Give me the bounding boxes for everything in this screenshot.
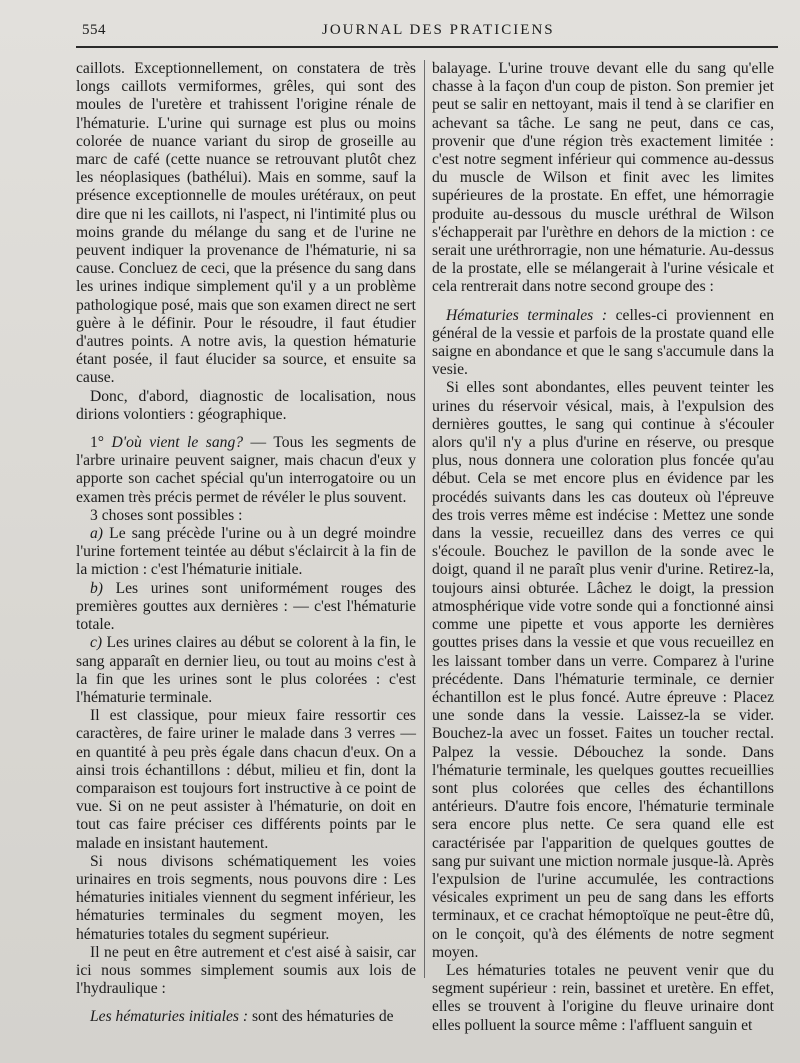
paragraph bbox=[76, 1008, 416, 1026]
right-column bbox=[432, 60, 774, 1034]
paragraph bbox=[432, 307, 774, 380]
list-marker: b) bbox=[90, 579, 103, 597]
subheading: Les hématuries initiales : bbox=[90, 1008, 249, 1026]
paragraph: balayage. L'urine trouve devant elle du sang qu'elle chasse à la façon d'un coup de piston. Son premier jet peut se salir en nettoyant, mais il tend à se clarifier en achevant sa tâche. Le sang ne peut, dans ce cas, provenir que d'une région très exactement limitée : c'est notre segment inférieur qui commence au-dessus du muscle de Wilson et finit avec les limites supérieures de la prostate. En effet, une hémorragie produite au-dessous du muscle uréthral de Wilson s'échapperait par l'urèthre en dehors de la miction : ce serait une uréthrorragie, non une hématurie. Au-dessus de la prostate, elle se mélangerait à l'urine vésicale et cela rentrerait dans notre second groupe des : bbox=[432, 60, 774, 296]
paragraph: Si nous divisons schématiquement les voies urinaires en trois segments, nous pouvons dire : Les hématuries initiales viennent du segment inférieur, les hématuries terminales du segment moyen, les hématuries totales du segment supérieur. bbox=[76, 852, 416, 943]
section-heading: D'où vient le sang? bbox=[111, 434, 244, 452]
section-number: 1° bbox=[90, 434, 105, 452]
list-item bbox=[76, 634, 416, 707]
paragraph: caillots. Exceptionnellement, on constatera de très longs caillots vermiformes, grêles, qui sont des moules de l'uretère et trahissent l'origine rénale de l'hématurie. L'urine qui surnage est plus ou moins colorée de nuance variant du sirop de groseille au marc de café (cette nuance se retrouvant plutôt chez les néoplasiques (bathélui). Mais en somme, sauf la présence exceptionnelle de moules urétéraux, on peut dire que ni les caillots, ni l'aspect, ni l'intimité plus ou moins grande du mélange du sang et de l'urine ne peuvent indiquer la provenance de l'hématurie, ni sa cause. Concluez de ceci, que la présence du sang dans les urines indique simplement qu'il y a un problème pathologique posé, mais que son examen direct ne sert guère à le définir. Pour le résoudre, il faut étudier d'autres points. A notre avis, la question hématurie étant posée, il faut élucider sa source, et ensuite sa cause. bbox=[76, 60, 416, 387]
list-item-text: Les urines sont uniformément rouges des premières gouttes aux dernières : — c'est l'hématurie totale. bbox=[76, 579, 416, 634]
column-divider bbox=[424, 60, 425, 978]
list-item-text: Les urines claires au début se colorent à la fin, le sang apparaît en dernier lieu, ou tout au moins c'est à la fin que les urines sont le plus colorées : c'est l'hématurie terminale. bbox=[76, 634, 416, 706]
list-marker: c) bbox=[90, 634, 103, 652]
paragraph: Les hématuries totales ne peuvent venir que du segment supérieur : rein, bassinet et uretère. En effet, elles se trouvent à l'origine du fleuve urinaire dont elles polluent la source même : l'affluent sanguin et bbox=[432, 961, 774, 1034]
paragraph-text: — Tous les segments de l'arbre urinaire peuvent saigner, mais chacun d'eux y apporte son cachet spécial qu'un interrogatoire ou un examen très précis permet de révéler le plus souvent. bbox=[76, 434, 417, 506]
paragraph-text: sont des hématuries de bbox=[248, 1008, 394, 1026]
left-column bbox=[76, 60, 417, 1026]
paragraph: Si elles sont abondantes, elles peuvent teinter les urines du réservoir vésical, mais, à l'expulsion des dernières gouttes, le sang qui continue à s'écouler alors qu'il n'y a plus d'urine en réserve, ou presque plus, nous donnera une coloration plus foncée qu'au début. Cela se met encore plus en évidence par les procédés suivants dans les cas douteux où l'épreuve des trois verres même est indécise : Mettez une sonde dans la vessie, recueillez dans des verres ce qui s'écoule. Bouchez le pavillon de la sonde avec le doigt, quand il ne paraît plus venir d'urine. Retirez-la, toujours ainsi obturée. Lâchez le doigt, la pression atmosphérique vide votre sonde qui a fonctionné ainsi comme une pipette et vous apporte les dernières gouttes prises dans la vessie et que vous recueillez en les laissant tomber dans un verre. Comparez à l'urine précédente. Dans l'hématurie terminale, ce dernier échantillon est le plus foncé. Autre épreuve : Placez une sonde dans la vessie. Laissez-la se vider. Bouchez-la avec un fosset. Faites un toucher rectal. Palpez la vessie. Débouchez la sonde. Dans l'hématurie terminale, les quelques gouttes recueillies sont plus colorées que celles des échantillons antérieurs. D'autre fois encore, l'hématurie terminale sera encore plus nette. Ce sera quand elle est caractérisée par l'apparition de quelques gouttes de sang pur suivant une miction normale jusque-là. Après l'expulsion de l'urine accumulée, les contractions vésicales expriment un peu de sang dans les efforts terminaux, et ce crachat hémoptoïque ne peut-être dû, on le conçoit, qu'à des éléments de notre segment moyen. bbox=[432, 379, 774, 961]
journal-title: JOURNAL DES PRATICIENS bbox=[322, 22, 555, 38]
list-item bbox=[76, 580, 416, 635]
paragraph bbox=[76, 434, 416, 507]
paragraph-text: celles-ci proviennent en général de la vessie et parfois de la prostate quand elle saigne en abondance et que le sang s'accumule dans la vesie. bbox=[432, 306, 774, 379]
paragraph: Il ne peut en être autrement et c'est aisé à saisir, car ici nous sommes simplement soumis aux lois de l'hydraulique : bbox=[76, 943, 416, 998]
running-header bbox=[60, 22, 778, 44]
subheading: Hématuries terminales : bbox=[446, 306, 608, 324]
paragraph: Il est classique, pour mieux faire ressortir ces caractères, de faire uriner le malade dans 3 verres — en quantité à peu près égale dans chacun d'eux. On a ainsi trois échantillons : début, milieu et fin, dont la comparaison est toujours fort instructive à ce point de vue. Si on ne peut assister à l'hématurie, on doit en tout cas faire préciser ces différents points par le malade en insistant hautement. bbox=[76, 707, 416, 852]
paragraph: Donc, d'abord, diagnostic de localisation, nous dirions volontiers : géographique. bbox=[76, 387, 416, 423]
header-rule bbox=[76, 46, 778, 48]
paragraph: 3 choses sont possibles : bbox=[90, 506, 243, 524]
page-number: 554 bbox=[82, 22, 106, 38]
list-marker: a) bbox=[90, 525, 103, 543]
list-item-text: Le sang précède l'urine ou à un degré moindre l'urine fortement teintée au début s'éclaircit à la fin de la miction : c'est l'hématurie initiale. bbox=[76, 525, 416, 579]
list-item bbox=[76, 525, 416, 580]
